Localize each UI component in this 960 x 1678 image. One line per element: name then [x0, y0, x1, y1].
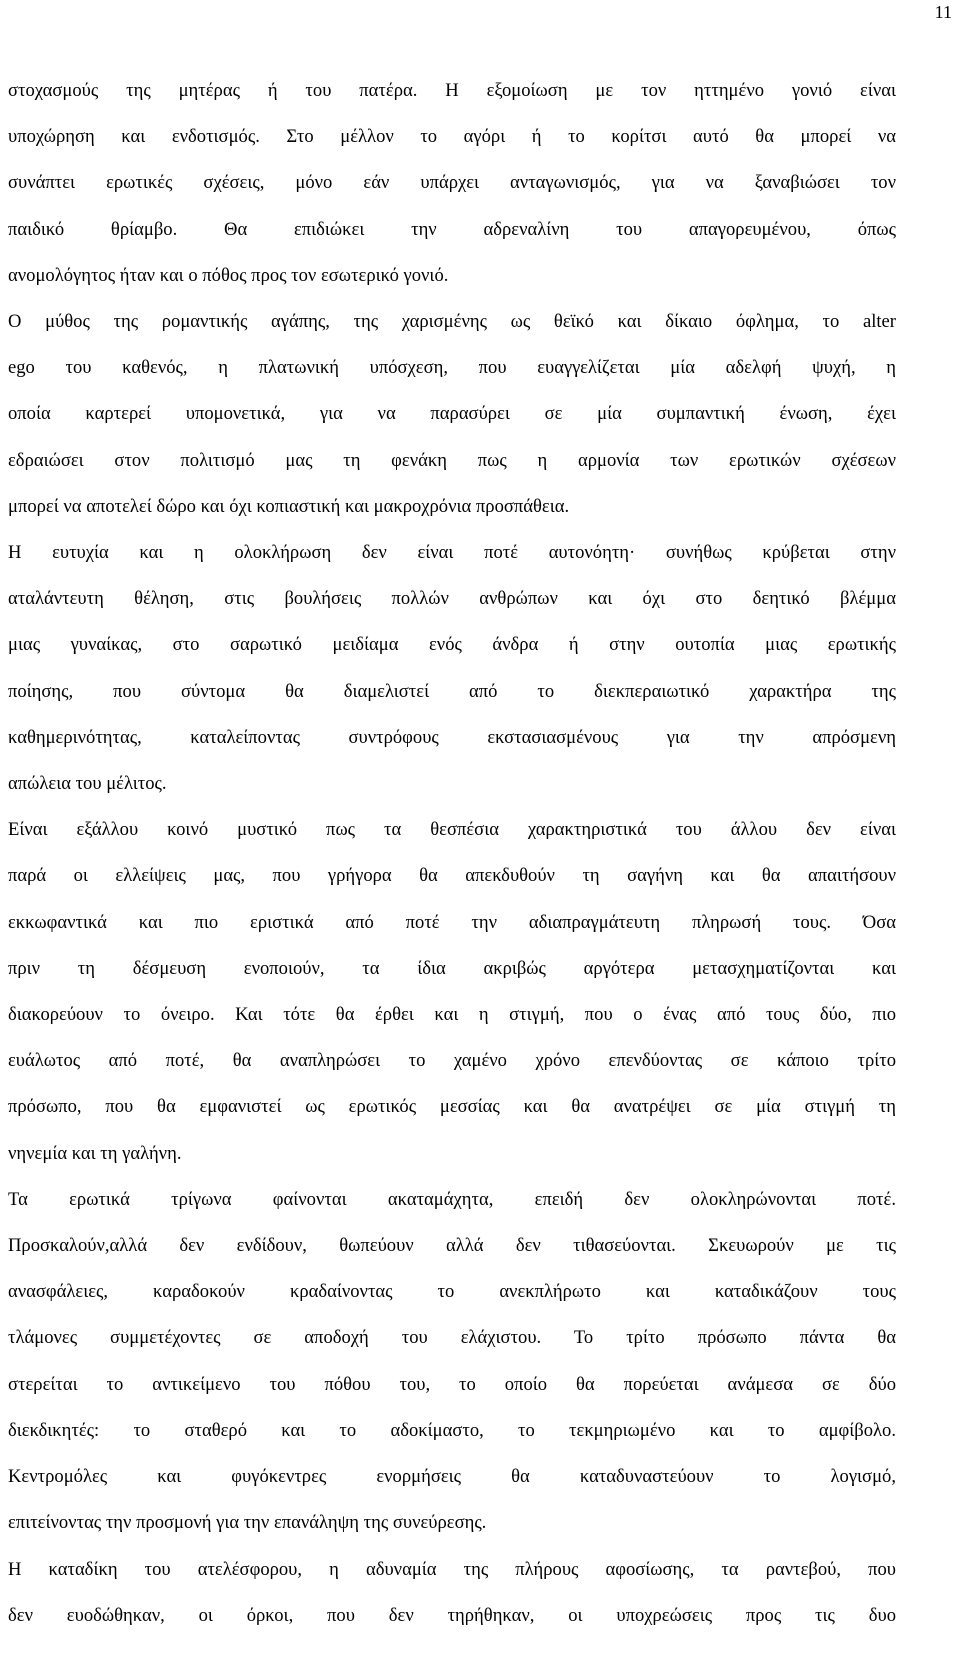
text-line: Τα ερωτικά τρίγωνα φαίνονται ακαταμάχητα, επειδή δεν ολοκληρώνονται ποτέ. [8, 1188, 896, 1210]
text-line: ego του καθενός, η πλατωνική υπόσχεση, που ευαγγελίζεται μία αδελφή ψυχή, η [8, 357, 896, 379]
text-line: παρά οι ελλείψεις μας, που γρήγορα θα απεκδυθούν τη σαγήνη και θα απαιτήσουν [8, 865, 896, 887]
text-line: Προσκαλούν,αλλά δεν ενδίδουν, θωπεύουν αλλά δεν τιθασεύονται. Σκευωρούν με τις [8, 1235, 896, 1257]
text-line: μπορεί να αποτελεί δώρο και όχι κοπιαστική και μακροχρόνια προσπάθεια. [8, 495, 570, 517]
text-line: τλάμονες συμμετέχοντες σε αποδοχή του ελάχιστου. Το τρίτο πρόσωπο πάντα θα [8, 1327, 896, 1349]
text-line: παιδικό θρίαμβο. Θα επιδιώκει την αδρεναλίνη του απαγορευμένου, όπως [8, 218, 896, 240]
text-line: ανομολόγητος ήταν και ο πόθος προς τον εσωτερικό γονιό. [8, 264, 449, 286]
paragraph-1 [8, 68, 896, 299]
text-line: διεκδικητές: το σταθερό και το αδοκίμαστο, το τεκμηριωμένο και το αμφίβολο. [8, 1419, 896, 1441]
text-line: ευάλωτος από ποτέ, θα αναπληρώσει το χαμένο χρόνο επενδύοντας σε κάποιο τρίτο [8, 1050, 896, 1072]
text-line: στοχασμούς της μητέρας ή του πατέρα. Η εξομοίωση με τον ηττημένο γονιό είναι [8, 80, 896, 101]
paragraph-2 [8, 299, 896, 530]
text-line: στερείται το αντικείμενο του πόθου του, το οποίο θα πορεύεται ανάμεσα σε δύο [8, 1373, 896, 1395]
text-line: ποίησης, που σύντομα θα διαμελιστεί από το διεκπεραιωτικό χαρακτήρα της [8, 680, 896, 702]
text-line: πριν τη δέσμευση ενοποιούν, τα ίδια ακριβώς αργότερα μετασχηματίζονται και [8, 957, 896, 979]
text-line: Η καταδίκη του ατελέσφορου, η αδυναμία της πλήρους αφοσίωσης, τα ραντεβού, που [8, 1558, 896, 1580]
text-line: Η ευτυχία και η ολοκλήρωση δεν είναι ποτέ αυτονόητη· συνήθως κρύβεται στην [8, 542, 896, 564]
text-line: διακορεύουν το όνειρο. Και τότε θα έρθει και η στιγμή, που ο ένας από τους δύο, πιο [8, 1004, 896, 1026]
body-text [8, 68, 896, 1639]
paragraph-3 [8, 530, 896, 807]
text-line: μιας γυναίκας, στο σαρωτικό μειδίαμα ενός άνδρα ή στην ουτοπία μιας ερωτικής [8, 634, 896, 656]
text-line: εδραιώσει στον πολιτισμό μας τη φενάκη πως η αρμονία των ερωτικών σχέσεων [8, 449, 896, 471]
text-line: οποία καρτερεί υπομονετικά, για να παρασύρει σε μία συμπαντική ένωση, έχει [8, 403, 896, 425]
page-number: 11 [934, 2, 952, 22]
text-line: νηνεμία και τη γαλήνη. [8, 1142, 182, 1164]
text-line: πρόσωπο, που θα εμφανιστεί ως ερωτικός μεσσίας και θα ανατρέψει σε μία στιγμή τη [8, 1096, 896, 1118]
paragraph-4 [8, 807, 896, 1177]
text-line: ανασφάλειες, καραδοκούν κραδαίνοντας το ανεκπλήρωτο και καταδικάζουν τους [8, 1281, 896, 1303]
text-line: Ο μύθος της ρομαντικής αγάπης, της χαρισμένης ως θεϊκό και δίκαιο όφλημα, το alter [8, 311, 896, 333]
text-line: δεν ευοδώθηκαν, οι όρκοι, που δεν τηρήθηκαν, οι υποχρεώσεις προς τις δυο [8, 1604, 896, 1626]
text-line: εκκωφαντικά και πιο εριστικά από ποτέ την αδιαπραγμάτευτη πληρωσή τους. Όσα [8, 911, 896, 933]
text-line: καθημερινότητας, καταλείποντας συντρόφους εκστασιασμένους για την απρόσμενη [8, 726, 896, 748]
text-line: Κεντρομόλες και φυγόκεντρες ενορμήσεις θα καταδυναστεύουν το λογισμό, [8, 1466, 896, 1488]
paragraph-6 [8, 1547, 896, 1639]
text-line: Είναι εξάλλου κοινό μυστικό πως τα θεσπέσια χαρακτηριστικά του άλλου δεν είναι [8, 819, 896, 841]
text-line: συνάπτει ερωτικές σχέσεις, μόνο εάν υπάρχει ανταγωνισμός, για να ξαναβιώσει τον [8, 172, 896, 194]
paragraph-5 [8, 1177, 896, 1547]
text-line: επιτείνοντας την προσμονή για την επανάληψη της συνεύρεσης. [8, 1512, 487, 1534]
text-line: υποχώρηση και ενδοτισμός. Στο μέλλον το αγόρι ή το κορίτσι αυτό θα μπορεί να [8, 126, 896, 148]
text-line: αταλάντευτη θέληση, στις βουλήσεις πολλών ανθρώπων και όχι στο δεητικό βλέμμα [8, 588, 896, 610]
text-line: απώλεια του μέλιτος. [8, 773, 167, 795]
